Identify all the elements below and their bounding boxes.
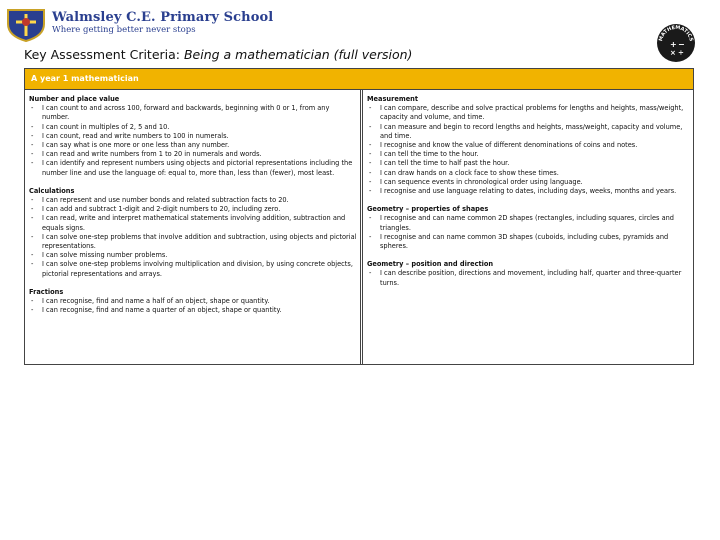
criteria-section xyxy=(367,205,689,251)
year-band xyxy=(25,69,693,90)
criteria-item: - I can recognise, find and name a half of an object, shape or quantity. xyxy=(29,297,357,306)
svg-text:÷: ÷ xyxy=(678,49,684,57)
page-title xyxy=(24,47,412,62)
criteria-item: - I can count to and across 100, forward and backwards, beginning with 0 or 1, from any number. xyxy=(29,104,357,122)
school-motto: Where getting better never stops xyxy=(52,25,196,35)
svg-text:×: × xyxy=(670,49,676,57)
criteria-item: - I can measure and begin to record lengths and heights, mass/weight, capacity and volume, and time. xyxy=(367,123,689,141)
criteria-item: - I recognise and can name common 2D shapes (rectangles, including squares, circles and triangles. xyxy=(367,214,689,232)
criteria-item: - I recognise and use language relating to dates, including days, weeks, months and years. xyxy=(367,187,689,196)
criteria-item: - I can draw hands on a clock face to show these times. xyxy=(367,169,689,178)
section-title: Calculations xyxy=(29,186,75,195)
criteria-item: - I can tell the time to the hour. xyxy=(367,150,689,159)
criteria-item: - I can tell the time to half past the hour. xyxy=(367,159,689,168)
criteria-item: - I recognise and know the value of different denominations of coins and notes. xyxy=(367,141,689,150)
svg-text:−: − xyxy=(678,40,685,49)
criteria-list xyxy=(29,196,357,279)
criteria-section xyxy=(367,95,689,196)
criteria-list xyxy=(367,214,689,251)
criteria-item: - I can describe position, directions and movement, including half, quarter and three-quarter turns. xyxy=(367,269,689,287)
criteria-item: - I can recognise, find and name a quarter of an object, shape or quantity. xyxy=(29,306,357,315)
criteria-item: - I can add and subtract 1-digit and 2-digit numbers to 20, including zero. xyxy=(29,205,357,214)
criteria-item: - I can identify and represent numbers using objects and pictorial representations including the number line and use the language of: equal to, more than, less than (fewer), most least. xyxy=(29,159,357,177)
school-crest-icon xyxy=(4,6,48,42)
page-title-main: Key Assessment Criteria: xyxy=(24,47,184,62)
section-title: Measurement xyxy=(367,95,419,103)
left-column xyxy=(25,91,361,364)
criteria-section xyxy=(29,95,357,178)
school-name: Walmsley C.E. Primary School xyxy=(52,10,274,25)
criteria-item: - I can count in multiples of 2, 5 and 10. xyxy=(29,123,357,132)
svg-text:+: + xyxy=(670,40,677,49)
criteria-item: - I can solve missing number problems. xyxy=(29,251,357,260)
criteria-list xyxy=(367,269,689,287)
criteria-item: - I can represent and use number bonds and related subtraction facts to 20. xyxy=(29,196,357,205)
year-band-label: A year 1 mathematician xyxy=(31,74,139,83)
criteria-section xyxy=(367,260,689,288)
criteria-item: - I can read and write numbers from 1 to 20 in numerals and words. xyxy=(29,150,357,159)
criteria-list xyxy=(29,104,357,178)
criteria-item: - I can count, read and write numbers to 100 in numerals. xyxy=(29,132,357,141)
criteria-item: - I can solve one-step problems involving multiplication and division, by using concrete objects, pictorial representations and arrays. xyxy=(29,260,357,278)
mathematics-badge-icon xyxy=(656,23,696,63)
criteria-table xyxy=(24,68,694,365)
criteria-section xyxy=(29,187,357,279)
criteria-item: - I recognise and can name common 3D shapes (cuboids, including cubes, pyramids and spheres. xyxy=(367,233,689,251)
criteria-item: - I can read, write and interpret mathematical statements involving addition, subtraction and equals signs. xyxy=(29,214,357,232)
right-column xyxy=(363,91,693,364)
criteria-item: - I can say what is one more or one less than any number. xyxy=(29,141,357,150)
section-title: Number and place value xyxy=(29,95,120,103)
badge-label: MATHEMATICS xyxy=(658,24,694,43)
criteria-item: - I can sequence events in chronological order using language. xyxy=(367,178,689,187)
section-title: Geometry – position and direction xyxy=(367,260,494,269)
section-title: Fractions xyxy=(29,287,64,296)
section-title: Geometry – properties of shapes xyxy=(367,205,489,214)
criteria-item: - I can compare, describe and solve practical problems for lengths and heights, mass/weight, capacity and volume, and time. xyxy=(367,104,689,122)
criteria-list xyxy=(367,104,689,196)
criteria-item: - I can solve one-step problems that involve addition and subtraction, using objects and pictorial representations. xyxy=(29,233,357,251)
page-title-italic: Being a mathematician (full version) xyxy=(183,47,413,62)
criteria-list xyxy=(29,297,357,315)
criteria-section xyxy=(29,288,357,316)
